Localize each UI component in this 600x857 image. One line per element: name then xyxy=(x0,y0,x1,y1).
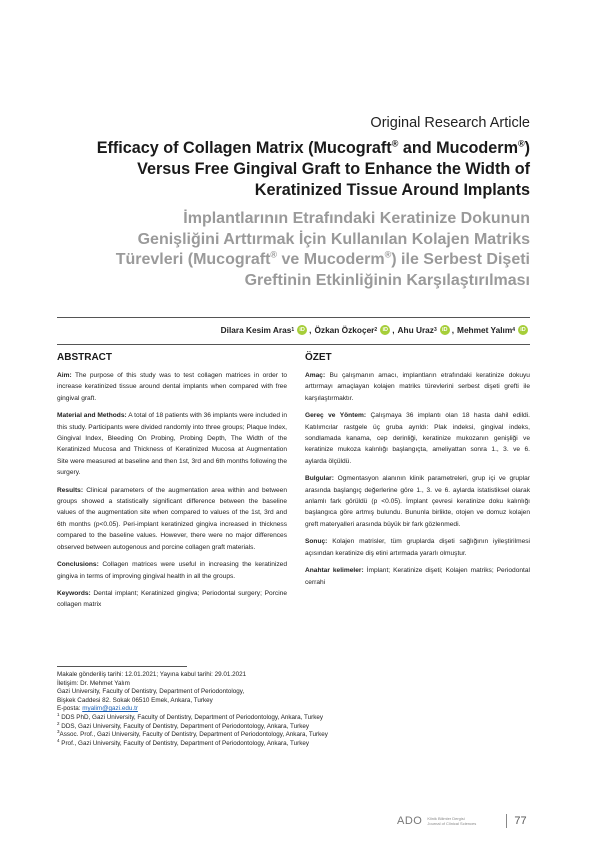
footer-divider xyxy=(506,814,507,828)
orcid-icon[interactable]: iD xyxy=(297,325,307,335)
abstract-aim xyxy=(57,370,287,404)
keywords-label: Keywords: xyxy=(57,589,91,597)
orcid-icon[interactable]: iD xyxy=(380,325,390,335)
ozet-bulgular xyxy=(305,473,530,530)
email-link[interactable]: myalim@gazi.edu.tr xyxy=(82,705,138,713)
conclusions-label: Conclusions: xyxy=(57,561,99,569)
author-name: Dilara Kesim Aras xyxy=(220,325,292,335)
aff-sup: 1 xyxy=(57,711,60,717)
aim-text: The purpose of this study was to test collagen matrices in order to increase keratinized tissue around dental implants when compared with free gingival graft. xyxy=(57,372,287,402)
anahtar-text: İmplant; Keratinize dişeti; Kolajen matriks; Periodontal cerrahi xyxy=(305,567,530,586)
abstract-methods xyxy=(57,410,287,478)
title-en-line1a: Efficacy of Collagen Matrix (Mucograft xyxy=(96,139,392,157)
abstract-column xyxy=(57,352,287,617)
footnote-contact: İletişim: Dr. Mehmet Yalım xyxy=(57,679,130,687)
ozet-sonuc xyxy=(305,536,530,559)
abstract-conclusions xyxy=(57,559,287,582)
ozet-amac xyxy=(305,370,530,404)
title-tr-line3a: Türevleri (Mucograft xyxy=(115,251,271,268)
ozet-column xyxy=(305,352,530,594)
abstract-keywords xyxy=(57,588,287,611)
divider-top xyxy=(57,317,530,318)
title-tr-line3c: ) ile Serbest Dişeti xyxy=(391,251,530,268)
bulgular-label: Bulgular: xyxy=(305,475,334,483)
aff-text: DDS PhD, Gazi University, Faculty of Dentistry, Department of Periodontology, Ankara, Turkey xyxy=(59,713,324,721)
journal-logo: ADO xyxy=(397,815,423,827)
affiliation-4 xyxy=(57,737,457,749)
ozet-heading: ÖZET xyxy=(305,352,332,363)
orcid-icon[interactable]: iD xyxy=(518,325,528,335)
journal-name-line2: Journal of Clinical Sciences xyxy=(427,821,477,826)
anahtar-label: Anahtar kelimeler: xyxy=(305,567,364,575)
abstract-heading: ABSTRACT xyxy=(57,352,112,363)
title-en-line3: Keratinized Tissue Around Implants xyxy=(254,181,530,199)
registered-mark: ® xyxy=(391,138,399,149)
conclusions-text: Collagen matrices were useful in increasing the keratinized gingiva in terms of improving gingival health in all the groups. xyxy=(57,561,287,580)
aff-sup: 2 xyxy=(57,720,60,726)
results-text: Clinical parameters of the augmentation area within and between groups showed a statistically significant difference between the baseline values of the augmentation site when compared to values of the 1st, 3rd and 6th months (p<0.05). Peri-implant keratinized gingiva increased in thickness compared to the baseline values. However, there were no major differences observed between autogenous and porcine collagen graft materials. xyxy=(57,486,287,551)
affiliation-3 xyxy=(57,731,457,740)
registered-mark: ® xyxy=(517,138,525,149)
author-separator: , xyxy=(392,325,395,335)
email-label: E-posta: xyxy=(57,705,83,713)
journal-name-line1: Klinik Bilimler Dergisi xyxy=(427,816,465,821)
footnote-dates: Makale gönderiliş tarihi: 12.01.2021; Yayına kabul tarihi: 29.01.2021 xyxy=(57,671,247,678)
sonuc-text: Kolajen matrisler, tüm gruplarda dişeti sağlığının iyileştirilmesi açısından keratinize diş etini artırmada yararlı olmuştur. xyxy=(305,538,530,557)
keywords-text: Dental implant; Keratinized gingiva; Periodontal surgery; Porcine collagen matrix xyxy=(57,589,287,609)
results-label: Results: xyxy=(57,486,84,494)
methods-label: Material and Methods: xyxy=(57,412,127,420)
ozet-anahtar xyxy=(305,565,530,588)
author-name: Ahu Uraz xyxy=(397,325,434,335)
title-english xyxy=(40,138,530,201)
aff-text: Assoc. Prof., Gazi University, Faculty of Dentistry, Department of Periodontology, Ankara, Turkey xyxy=(59,731,328,739)
author-name: Özkan Özkoçer xyxy=(314,325,375,335)
title-en-line1c: ) xyxy=(524,139,530,157)
amac-text: Bu çalışmanın amacı, implantların etrafındaki keratinize dokuyu arttırmayı amaçlayan kolajen matriks türevlerini serbest dişeti grefti ile karşılaştırmaktır. xyxy=(305,372,530,402)
registered-mark: ® xyxy=(270,249,278,260)
aff-text: DDS, Gazi University, Faculty of Dentistry, Department of Periodontology, Ankara, Turkey xyxy=(59,722,310,730)
journal-name xyxy=(427,816,499,826)
title-tr-line4: Greftinin Etkinliğinin Karşılaştırılması xyxy=(244,271,530,289)
orcid-icon[interactable]: iD xyxy=(440,325,450,335)
author-separator: , xyxy=(309,325,312,335)
page-footer xyxy=(397,814,527,828)
aim-label: Aim: xyxy=(57,372,72,379)
aff-sup: 4 xyxy=(57,737,60,743)
methods-text: A total of 18 patients with 36 implants were included in this study. Participants were divided randomly into three groups; Plaque Index, Gingival Index, Bleeding On Probing, Probing Depth, The Width of the Keratinized Mucosa and Thickness of Keratinized Mucosa at Augmentation Site were measured at baseline and then 1st, 3rd and 6th months following the surgery. xyxy=(57,412,288,477)
article-type-label: Original Research Article xyxy=(370,115,530,131)
footnotes xyxy=(57,671,457,748)
title-tr-line2: Genişliğini Arttırmak İçin Kullanılan Kolajen Matriks xyxy=(137,230,530,248)
footnote-address2: Bişkek Caddesi 82. Sokak 06510 Emek, Ankara, Turkey xyxy=(57,696,213,704)
abstract-results xyxy=(57,485,287,553)
aff-sup: 3 xyxy=(57,729,60,735)
footnote-divider xyxy=(57,666,187,667)
aff-text: Prof., Gazi University, Faculty of Dentistry, Department of Periodontology, Ankara, Turkey xyxy=(59,739,310,747)
divider-authors xyxy=(57,344,530,345)
title-en-line2: Versus Free Gingival Graft to Enhance the Width of xyxy=(137,160,530,178)
author-separator: , xyxy=(451,325,455,335)
author-list: Dilara Kesim Aras 1 iD , Özkan Özkoçer 2 iD , Ahu Uraz 3 iD , Mehmet Yalım 4 iD xyxy=(221,325,530,335)
registered-mark: ® xyxy=(384,249,392,260)
title-tr-line1: İmplantlarının Etrafındaki Keratinize Dokunun xyxy=(183,210,530,227)
title-turkish xyxy=(40,209,530,291)
bulgular-text: Ogmentasyon alanının klinik parametreleri, grup içi ve gruplar arasında başlangıç değerlerine göre 1., 3. ve 6. aylarda istatistiksel olarak anlamlı fark görüldü (p <0.05). İmplant çevresi keratinize doku kalınlığı başlangıca göre artmış bulundu. Bununla birlikte, otojen ve domuz kolajen greft materyalleri arasında büyük bir fark gözlenmedi. xyxy=(305,475,530,528)
title-tr-line3b: ve Mucoderm xyxy=(277,251,385,268)
gerec-label: Gereç ve Yöntem: xyxy=(305,412,367,420)
author-name: Mehmet Yalım xyxy=(457,325,513,335)
amac-label: Amaç: xyxy=(305,372,326,379)
footnote-address1: Gazi University, Faculty of Dentistry, Department of Periodontology, xyxy=(57,688,245,696)
page-number: 77 xyxy=(514,815,527,827)
footnote-email xyxy=(57,705,457,714)
ozet-gerec xyxy=(305,410,530,467)
sonuc-label: Sonuç: xyxy=(305,538,328,546)
title-en-line1b: and Mucoderm xyxy=(398,139,518,157)
gerec-text: Çalışmaya 36 implantı olan 18 hasta dahil edildi. Katılımcılar rastgele üç gruba ayrıldı: Plak indeksi, gingival indeks, sondlamada kanama, cep derinliği, keratinize mukozanın genişliği ve keratinize mukoza kalınlığı başlangıçta, ameliyattan sonra 1., 3. ve 6. aylarda ölçüldü. xyxy=(305,412,531,465)
